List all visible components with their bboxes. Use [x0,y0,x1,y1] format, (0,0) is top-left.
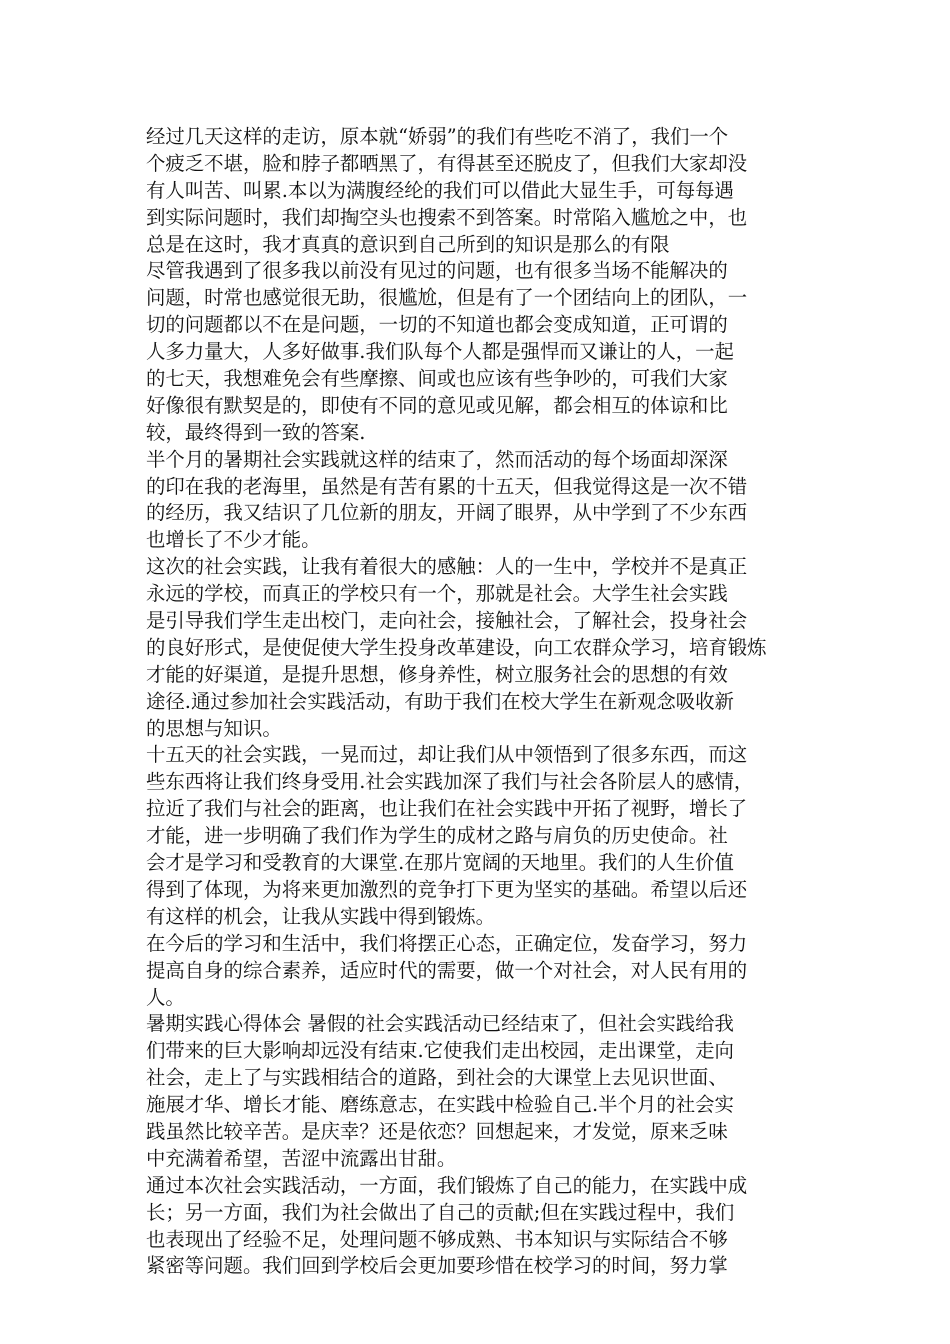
text-line: 有这样的机会，让我从实践中得到锻炼。 [146,904,496,928]
text-line: 也增长了不少才能。 [146,528,321,552]
text-line: 的思想与知识。 [146,716,282,740]
text-line: 中充满着希望，苦涩中流露出甘甜。 [146,1146,457,1170]
text-line: 这次的社会实践，让我有着很大的感触：人的一生中，学校并不是真正 [146,555,748,579]
text-line: 有人叫苦、叫累.本以为满腹经纶的我们可以借此大显生手，可每每遇 [146,178,734,202]
text-line: 拉近了我们与社会的距离，也让我们在社会实践中开拓了视野，增长了 [146,797,748,821]
body-text [146,124,810,1280]
text-line: 些东西将让我们终身受用.社会实践加深了我们与社会各阶层人的感情， [146,770,754,794]
text-line: 社会，走上了与实践相结合的道路，到社会的大课堂上去见识世面、 [146,1066,728,1090]
text-line: 永远的学校，而真正的学校只有一个，那就是社会。大学生社会实践 [146,582,728,606]
text-line: 的印在我的老海里，虽然是有苦有累的十五天，但我觉得这是一次不错 [146,474,748,498]
text-line: 到实际问题时，我们却掏空头也搜索不到答案。时常陷入尴尬之中，也 [146,205,748,229]
text-line: 也表现出了经验不足，处理问题不够成熟、书本知识与实际结合不够 [146,1227,728,1251]
text-line: 途径.通过参加社会实践活动，有助于我们在校大学生在新观念吸收新 [146,689,734,713]
text-line: 通过本次社会实践活动，一方面，我们锻炼了自己的能力，在实践中成 [146,1173,748,1197]
text-line: 的良好形式，是使促使大学生投身改革建设，向工农群众学习，培育锻炼 [146,635,767,659]
text-line: 的七天，我想难免会有些摩擦、间或也应该有些争吵的，可我们大家 [146,367,728,391]
text-line: 在今后的学习和生活中，我们将摆正心态，正确定位，发奋学习，努力 [146,931,748,955]
text-line: 问题，时常也感觉很无助，很尴尬，但是有了一个团结向上的团队，一 [146,286,748,310]
text-line: 的经历，我又结识了几位新的朋友，开阔了眼界，从中学到了不少东西 [146,501,748,525]
text-line: 才能的好渠道，是提升思想，修身养性，树立服务社会的思想的有效 [146,662,728,686]
text-line: 尽管我遇到了很多我以前没有见过的问题，也有很多当场不能解决的 [146,259,728,283]
text-line: 会才是学习和受教育的大课堂.在那片宽阔的天地里。我们的人生价值 [146,851,734,875]
text-line: 半个月的暑期社会实践就这样的结束了，然而活动的每个场面却深深 [146,447,728,471]
text-line: 较，最终得到一致的答案. [146,420,366,444]
text-line: 长；另一方面，我们为社会做出了自己的贡献;但在实践过程中，我们 [146,1200,735,1224]
text-line: 践虽然比较辛苦。是庆幸？还是依恋？回想起来，才发觉，原来乏味 [146,1119,728,1143]
text-line: 总是在这时，我才真真的意识到自己所到的知识是那么的有限 [146,232,670,256]
text-line: 好像很有默契是的，即使有不同的意见或见解，都会相互的体谅和比 [146,393,728,417]
text-line: 紧密等问题。我们回到学校后会更加要珍惜在校学习的时间，努力掌 [146,1254,728,1278]
text-line: 经过几天这样的走访，原本就“娇弱”的我们有些吃不消了，我们一个 [146,125,729,148]
text-line: 人。 [146,985,185,1009]
text-line: 人多力量大，人多好做事.我们队每个人都是强悍而又谦让的人，一起 [146,340,734,364]
text-line: 提高自身的综合素养，适应时代的需要，做一个对社会，对人民有用的 [146,958,748,982]
text-line: 是引导我们学生走出校门，走向社会，接触社会，了解社会，投身社会 [146,609,748,633]
text-line: 得到了体现，为将来更加激烈的竞争打下更为坚实的基础。希望以后还 [146,877,748,901]
text-line: 十五天的社会实践，一晃而过，却让我们从中领悟到了很多东西，而这 [146,743,748,767]
text-line: 们带来的巨大影响却远没有结束.它使我们走出校园，走出课堂，走向 [146,1039,734,1063]
text-line: 才能，进一步明确了我们作为学生的成材之路与肩负的历史使命。社 [146,824,728,848]
text-line: 个疲乏不堪，脸和脖子都晒黑了，有得甚至还脱皮了，但我们大家却没 [146,151,748,175]
text-line: 暑期实践心得体会 暑假的社会实践活动已经结束了，但社会实践给我 [146,1012,734,1036]
text-line: 切的问题都以不在是问题，一切的不知道也都会变成知道，正可谓的 [146,313,728,337]
text-line: 施展才华、增长才能、磨练意志，在实践中检验自己.半个月的社会实 [146,1093,734,1117]
